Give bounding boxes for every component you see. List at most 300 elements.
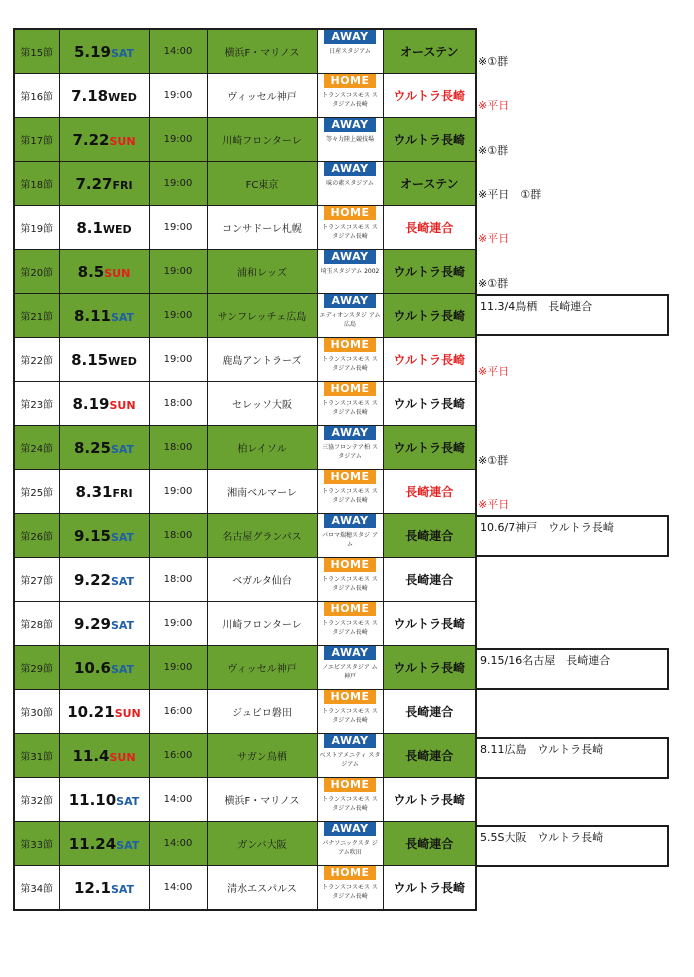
venue-type-badge: HOME [324, 778, 376, 792]
opponent-name: 名古屋グランパス [222, 532, 302, 543]
group-name: ウルトラ長崎 [393, 617, 466, 631]
date-cell [59, 470, 149, 514]
match-row [14, 866, 476, 911]
venue-cell [317, 74, 383, 118]
match-row [14, 118, 476, 162]
venue-type-badge: AWAY [324, 822, 376, 836]
section-cell [14, 734, 59, 778]
match-date: 11.10 [68, 791, 117, 809]
match-date: 7.22 [72, 131, 110, 149]
date-cell [59, 162, 149, 206]
time-cell [149, 382, 207, 426]
match-date: 11.4 [72, 747, 110, 765]
section-label: 第27節 [20, 576, 54, 587]
group-cell [383, 294, 476, 338]
opponent-name: ジュビロ磐田 [232, 708, 292, 719]
opponent-cell [207, 74, 317, 118]
group-name: ウルトラ長崎 [393, 89, 466, 103]
match-row [14, 74, 476, 118]
section-label: 第16節 [20, 92, 54, 103]
date-cell [59, 690, 149, 734]
match-date: 11.24 [68, 835, 117, 853]
time-cell [149, 118, 207, 162]
kickoff-time: 14:00 [163, 46, 193, 57]
side-note: ※①群 [478, 55, 509, 68]
side-note: ※平日 [478, 99, 510, 113]
section-cell [14, 866, 59, 911]
opponent-cell [207, 29, 317, 74]
venue-type-badge: AWAY [324, 118, 376, 132]
group-name: 長崎連合 [405, 749, 454, 763]
venue-cell [317, 734, 383, 778]
boxed-note-text: 10.6/7神戸 ウルトラ長崎 [480, 521, 614, 535]
opponent-name: ベガルタ仙台 [232, 576, 292, 587]
time-cell [149, 646, 207, 690]
match-row [14, 206, 476, 250]
section-cell [14, 382, 59, 426]
section-label: 第25節 [20, 488, 54, 499]
match-date: 8.5 [77, 263, 105, 281]
match-row [14, 29, 476, 74]
section-cell [14, 294, 59, 338]
match-date: 12.1 [73, 879, 111, 897]
date-cell [59, 338, 149, 382]
venue-type-badge: HOME [324, 470, 376, 484]
opponent-name: 湘南ベルマーレ [227, 488, 297, 499]
section-label: 第31節 [20, 752, 54, 763]
opponent-cell [207, 338, 317, 382]
match-date: 7.18 [71, 87, 109, 105]
opponent-name: サンフレッチェ広島 [217, 312, 307, 323]
group-cell [383, 338, 476, 382]
match-weekday: SAT [110, 575, 135, 588]
date-cell [59, 74, 149, 118]
section-label: 第20節 [20, 268, 54, 279]
match-weekday: SUN [109, 135, 136, 148]
venue-cell [317, 206, 383, 250]
match-date: 8.19 [72, 395, 110, 413]
kickoff-time: 16:00 [163, 750, 193, 761]
venue-name: パロマ瑞穂スタジ アム [322, 532, 378, 548]
venue-cell [317, 338, 383, 382]
group-name: ウルトラ長崎 [393, 133, 466, 147]
venue-type-badge: AWAY [324, 734, 376, 748]
section-label: 第33節 [20, 840, 54, 851]
time-cell [149, 866, 207, 911]
venue-type-badge: AWAY [324, 646, 376, 660]
date-cell [59, 250, 149, 294]
venue-cell [317, 118, 383, 162]
venue-name: 埼玉スタジアム 2002 [320, 268, 380, 275]
venue-cell [317, 294, 383, 338]
match-weekday: SUN [109, 399, 136, 412]
venue-type-badge: HOME [324, 338, 376, 352]
group-name: ウルトラ長崎 [393, 793, 466, 807]
match-date: 9.15 [73, 527, 111, 545]
section-cell [14, 646, 59, 690]
section-cell [14, 514, 59, 558]
side-note: ※①群 [478, 453, 509, 467]
kickoff-time: 19:00 [163, 222, 193, 233]
group-cell [383, 734, 476, 778]
match-row [14, 646, 476, 690]
section-cell [14, 206, 59, 250]
time-cell [149, 602, 207, 646]
date-cell [59, 294, 149, 338]
venue-name: トランスコスモス スタジアム長崎 [322, 708, 378, 724]
venue-name: トランスコスモス スタジアム長崎 [322, 488, 378, 504]
opponent-name: 横浜F・マリノス [224, 48, 300, 59]
venue-name: ノエビアスタジア ム神戸 [322, 664, 378, 680]
boxed-note-text: 11.3/4鳥栖 長崎連合 [480, 299, 593, 313]
date-cell [59, 866, 149, 911]
time-cell [149, 690, 207, 734]
section-label: 第18節 [20, 180, 54, 191]
venue-name: トランスコスモス スタジアム長崎 [322, 796, 378, 812]
group-name: ウルトラ長崎 [393, 661, 466, 675]
boxed-note [475, 825, 669, 867]
match-row [14, 250, 476, 294]
match-weekday: SUN [104, 267, 131, 280]
opponent-cell [207, 206, 317, 250]
match-weekday: WED [108, 91, 137, 104]
kickoff-time: 19:00 [163, 310, 193, 321]
match-date: 10.21 [67, 703, 115, 721]
match-date: 8.31 [75, 483, 113, 501]
match-row [14, 294, 476, 338]
group-name: 長崎連合 [405, 705, 454, 719]
venue-type-badge: HOME [324, 558, 376, 572]
group-cell [383, 866, 476, 911]
match-date: 8.1 [76, 219, 103, 237]
venue-name: 等々力陸上競技場 [325, 136, 374, 143]
boxed-note-text: 5.5S大阪 ウルトラ長崎 [480, 831, 604, 845]
match-weekday: SAT [116, 839, 140, 852]
opponent-cell [207, 162, 317, 206]
match-row [14, 470, 476, 514]
match-weekday: SAT [110, 663, 135, 676]
boxed-note [475, 515, 669, 557]
group-cell [383, 822, 476, 866]
venue-name: 味の素スタジアム [326, 180, 374, 187]
match-row [14, 426, 476, 470]
opponent-cell [207, 294, 317, 338]
match-weekday: SAT [116, 795, 140, 808]
kickoff-time: 19:00 [163, 486, 193, 497]
date-cell [59, 382, 149, 426]
opponent-cell [207, 514, 317, 558]
group-name: ウルトラ長崎 [393, 441, 466, 455]
opponent-name: 川崎フロンターレ [222, 620, 302, 631]
section-cell [14, 558, 59, 602]
venue-name: 日産スタジアム [329, 48, 371, 55]
venue-type-badge: AWAY [324, 30, 376, 44]
boxed-note-text: 9.15/16名古屋 長崎連合 [480, 654, 611, 668]
side-note: ※平日 [478, 232, 510, 246]
venue-type-badge: HOME [324, 690, 376, 704]
opponent-name: 清水エスパルス [227, 884, 297, 895]
venue-type-badge: HOME [324, 602, 376, 616]
section-label: 第17節 [20, 136, 54, 147]
opponent-cell [207, 470, 317, 514]
match-weekday: SUN [109, 751, 136, 764]
match-weekday: SAT [110, 531, 135, 544]
section-label: 第21節 [20, 312, 54, 323]
match-date: 8.11 [73, 307, 111, 325]
section-label: 第19節 [20, 224, 54, 235]
venue-type-badge: HOME [324, 206, 376, 220]
venue-type-badge: AWAY [324, 514, 376, 528]
match-row [14, 338, 476, 382]
time-cell [149, 558, 207, 602]
match-weekday: SAT [110, 619, 135, 632]
kickoff-time: 19:00 [163, 134, 193, 145]
group-cell [383, 646, 476, 690]
group-name: 長崎連合 [405, 485, 454, 499]
time-cell [149, 294, 207, 338]
date-cell [59, 426, 149, 470]
time-cell [149, 206, 207, 250]
kickoff-time: 19:00 [163, 266, 193, 277]
time-cell [149, 250, 207, 294]
kickoff-time: 19:00 [163, 90, 193, 101]
date-cell [59, 822, 149, 866]
section-cell [14, 470, 59, 514]
group-cell [383, 162, 476, 206]
match-weekday: SUN [114, 707, 141, 720]
group-cell [383, 426, 476, 470]
schedule-table [13, 28, 477, 911]
section-cell [14, 29, 59, 74]
venue-name: トランスコスモス スタジアム長崎 [322, 576, 378, 592]
boxed-note-text: 8.11広島 ウルトラ長崎 [480, 742, 604, 756]
section-cell [14, 778, 59, 822]
time-cell [149, 29, 207, 74]
match-date: 9.22 [73, 571, 111, 589]
date-cell [59, 734, 149, 778]
venue-cell [317, 426, 383, 470]
section-cell [14, 74, 59, 118]
opponent-cell [207, 426, 317, 470]
match-weekday: SAT [110, 883, 135, 896]
match-row [14, 162, 476, 206]
opponent-name: サガン鳥栖 [237, 752, 287, 763]
venue-name: トランスコスモス スタジアム長崎 [322, 884, 378, 900]
opponent-name: ヴィッセル神戸 [227, 92, 297, 103]
opponent-cell [207, 734, 317, 778]
section-label: 第24節 [20, 444, 54, 455]
venue-cell [317, 646, 383, 690]
group-cell [383, 29, 476, 74]
side-note: ※①群 [478, 143, 509, 157]
time-cell [149, 778, 207, 822]
kickoff-time: 18:00 [163, 530, 193, 541]
match-row [14, 558, 476, 602]
venue-cell [317, 162, 383, 206]
group-name: ウルトラ長崎 [393, 881, 466, 895]
group-name: ウルトラ長崎 [393, 265, 466, 279]
venue-name: パナソニックスタ ジアム吹田 [322, 840, 378, 856]
date-cell [59, 558, 149, 602]
group-name: 長崎連合 [405, 837, 454, 851]
time-cell [149, 734, 207, 778]
match-weekday: SAT [110, 311, 135, 324]
boxed-note [475, 737, 669, 779]
match-row [14, 514, 476, 558]
section-cell [14, 162, 59, 206]
match-date: 8.15 [71, 351, 109, 369]
section-cell [14, 822, 59, 866]
group-name: 長崎連合 [405, 221, 454, 235]
date-cell [59, 514, 149, 558]
venue-cell [317, 866, 383, 911]
match-weekday: FRI [112, 179, 133, 192]
venue-cell [317, 250, 383, 294]
venue-name: エディオンスタジ アム広島 [319, 312, 381, 328]
side-note: ※平日 [478, 365, 510, 379]
venue-name: 三協フロンテア柏 スタジアム [322, 444, 378, 460]
date-cell [59, 206, 149, 250]
section-label: 第29節 [20, 664, 54, 675]
venue-name: トランスコスモス スタジアム長崎 [322, 620, 378, 636]
group-cell [383, 250, 476, 294]
section-label: 第32節 [20, 796, 54, 807]
venue-type-badge: AWAY [324, 162, 376, 176]
boxed-note [475, 294, 669, 336]
opponent-cell [207, 558, 317, 602]
opponent-name: 川崎フロンターレ [222, 136, 302, 147]
venue-name: ベストアメニティ スタジアム [319, 752, 381, 768]
time-cell [149, 514, 207, 558]
date-cell [59, 602, 149, 646]
group-cell [383, 470, 476, 514]
group-cell [383, 690, 476, 734]
group-name: ウルトラ長崎 [393, 353, 466, 367]
opponent-cell [207, 822, 317, 866]
match-weekday: FRI [112, 487, 133, 500]
section-label: 第28節 [20, 620, 54, 631]
side-note: ※①群 [478, 276, 509, 290]
venue-cell [317, 514, 383, 558]
section-label: 第23節 [20, 400, 54, 411]
group-cell [383, 602, 476, 646]
time-cell [149, 74, 207, 118]
venue-cell [317, 602, 383, 646]
group-name: オーステン [399, 45, 459, 59]
opponent-cell [207, 382, 317, 426]
venue-cell [317, 382, 383, 426]
opponent-name: ガンバ大阪 [237, 840, 287, 851]
venue-cell [317, 558, 383, 602]
time-cell [149, 470, 207, 514]
date-cell [59, 118, 149, 162]
kickoff-time: 14:00 [163, 882, 193, 893]
group-cell [383, 778, 476, 822]
section-cell [14, 118, 59, 162]
kickoff-time: 18:00 [163, 574, 193, 585]
venue-type-badge: AWAY [324, 250, 376, 264]
opponent-cell [207, 690, 317, 734]
section-label: 第26節 [20, 532, 54, 543]
venue-cell [317, 822, 383, 866]
venue-type-badge: HOME [324, 382, 376, 396]
section-label: 第15節 [20, 48, 54, 59]
side-note: ※平日 ①群 [478, 187, 542, 201]
section-label: 第34節 [20, 884, 54, 895]
match-row [14, 734, 476, 778]
opponent-name: ヴィッセル神戸 [227, 664, 297, 675]
opponent-cell [207, 118, 317, 162]
kickoff-time: 14:00 [163, 838, 193, 849]
opponent-name: 柏レイソル [237, 444, 287, 455]
match-weekday: SAT [110, 47, 135, 60]
kickoff-time: 18:00 [163, 398, 193, 409]
group-name: 長崎連合 [405, 529, 454, 543]
group-cell [383, 206, 476, 250]
kickoff-time: 19:00 [163, 618, 193, 629]
group-cell [383, 118, 476, 162]
opponent-name: セレッソ大阪 [232, 400, 292, 411]
venue-type-badge: AWAY [324, 426, 376, 440]
match-row [14, 822, 476, 866]
venue-cell [317, 690, 383, 734]
kickoff-time: 19:00 [163, 354, 193, 365]
group-cell [383, 514, 476, 558]
opponent-cell [207, 646, 317, 690]
section-cell [14, 690, 59, 734]
match-date: 5.19 [73, 43, 111, 61]
side-note: ※平日 [478, 498, 510, 511]
section-label: 第22節 [20, 356, 54, 367]
venue-cell [317, 470, 383, 514]
date-cell [59, 778, 149, 822]
match-weekday: WED [102, 223, 132, 236]
time-cell [149, 162, 207, 206]
match-date: 7.27 [75, 175, 113, 193]
group-name: ウルトラ長崎 [393, 397, 466, 411]
group-name: ウルトラ長崎 [393, 309, 466, 323]
group-cell [383, 74, 476, 118]
opponent-name: 鹿島アントラーズ [222, 356, 302, 367]
match-date: 10.6 [73, 659, 111, 677]
opponent-name: コンサドーレ札幌 [222, 224, 302, 235]
kickoff-time: 14:00 [163, 794, 193, 805]
group-cell [383, 558, 476, 602]
kickoff-time: 18:00 [163, 442, 193, 453]
opponent-cell [207, 866, 317, 911]
venue-type-badge: HOME [324, 74, 376, 88]
match-date: 8.25 [73, 439, 111, 457]
kickoff-time: 19:00 [163, 178, 193, 189]
kickoff-time: 19:00 [163, 662, 193, 673]
section-cell [14, 250, 59, 294]
match-row [14, 778, 476, 822]
venue-name: トランスコスモス スタジアム長崎 [322, 356, 378, 372]
date-cell [59, 646, 149, 690]
venue-cell [317, 29, 383, 74]
opponent-cell [207, 250, 317, 294]
time-cell [149, 338, 207, 382]
venue-name: トランスコスモス スタジアム長崎 [322, 400, 378, 416]
opponent-name: 浦和レッズ [237, 268, 287, 279]
venue-name: トランスコスモス スタジアム長崎 [322, 224, 378, 240]
match-weekday: WED [108, 355, 137, 368]
venue-name: トランスコスモス スタジアム長崎 [322, 92, 378, 108]
opponent-name: FC東京 [245, 180, 279, 191]
match-date: 9.29 [73, 615, 111, 633]
kickoff-time: 16:00 [163, 706, 193, 717]
venue-type-badge: AWAY [324, 294, 376, 308]
